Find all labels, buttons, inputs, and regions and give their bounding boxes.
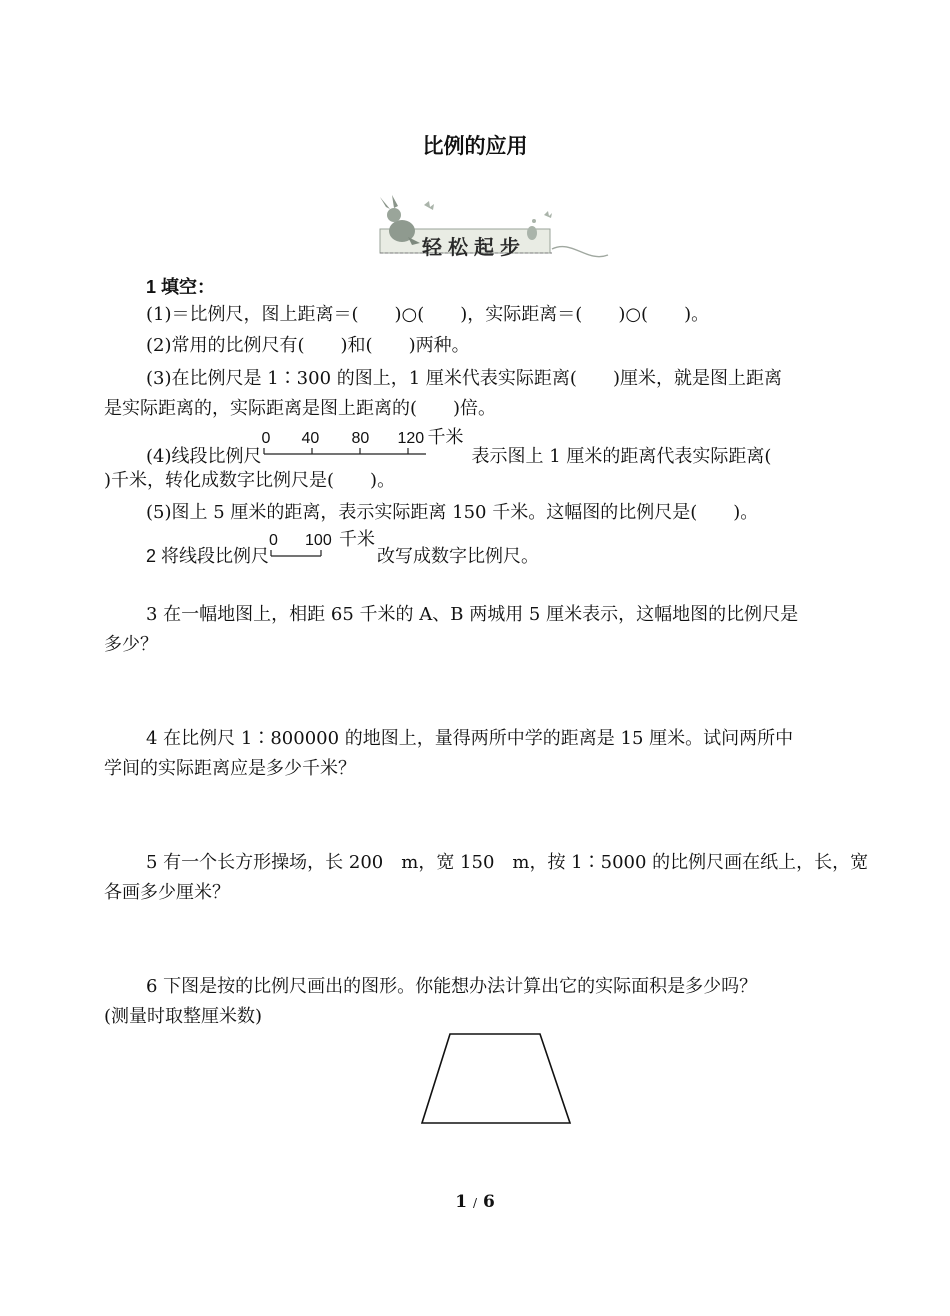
question-1-item-2: (2)常用的比例尺有( )和( )两种。 — [146, 335, 470, 356]
question-1-item-3: (3)在比例尺是 1∶300 的图上，1 厘米代表实际距离( )厘米，就是图上距离 — [146, 368, 782, 389]
page-separator: / — [472, 1196, 478, 1210]
question-2-prefix: 2 将线段比例尺 — [146, 546, 270, 566]
scale-1-tick-40: 40 — [301, 430, 320, 447]
item-4-suffix: 表示图上 1 厘米的距离代表实际距离( — [471, 446, 772, 467]
scale-2-tick-0: 0 — [269, 532, 278, 549]
question-1-item-4 — [146, 427, 772, 470]
question-5-line-2: 各画多少厘米？ — [104, 882, 230, 903]
question-5-line-1: 5 有一个长方形操场，长 200 m，宽 150 m，按 1∶5000 的比例尺画在纸上，长，宽 — [146, 852, 869, 873]
question-2-suffix: 改写成数字比例尺。 — [377, 546, 540, 567]
page-title: 比例的应用 — [422, 133, 528, 158]
question-1-item-4-cont: )千米，转化成数字比例尺是( )。 — [104, 470, 396, 491]
question-2 — [146, 529, 540, 570]
trapezoid-figure — [416, 1030, 576, 1128]
question-4-line-1: 4 在比例尺 1∶800000 的地图上，量得两所中学的距离是 15 厘米。试问两所中 — [146, 728, 794, 749]
page-total: 6 — [482, 1192, 495, 1212]
section-banner — [372, 193, 612, 265]
question-6-line-2: (测量时取整厘米数) — [104, 1006, 263, 1027]
scale-2-unit: 千米 — [339, 529, 376, 549]
scale-1-unit: 千米 — [427, 427, 464, 447]
scale-2-bar — [269, 546, 329, 558]
question-1-heading: 1 填空： — [146, 277, 216, 297]
question-4-line-2: 学间的实际距离应是多少千米？ — [104, 758, 356, 779]
question-3-line-1: 3 在一幅地图上，相距 65 千米的 A、B 两城用 5 厘米表示，这幅地图的比例尺是 — [146, 604, 799, 625]
item-4-prefix: (4)线段比例尺 — [146, 446, 262, 467]
scale-1-tick-0: 0 — [261, 430, 271, 447]
scale-2-tick-100: 100 — [305, 532, 332, 549]
page-current: 1 — [455, 1192, 468, 1212]
question-1-item-5: (5)图上 5 厘米的距离，表示实际距离 150 千米。这幅图的比例尺是( )。 — [146, 502, 759, 523]
scale-1-bar — [262, 444, 432, 456]
banner-text: 轻松起步 — [422, 235, 526, 259]
question-3-line-2: 多少？ — [104, 634, 158, 655]
scale-1-tick-120: 120 — [397, 430, 425, 447]
question-6-line-1: 6 下图是按的比例尺画出的图形。你能想办法计算出它的实际面积是多少吗？ — [146, 976, 758, 997]
page-number — [0, 1192, 950, 1212]
line-scale-2 — [269, 529, 377, 568]
question-1-item-1: (1)＝比例尺，图上距离＝( )○( )，实际距离＝( )○( )。 — [146, 304, 710, 325]
scale-1-tick-80: 80 — [351, 430, 370, 447]
question-1-item-3-cont: 是实际距离的，实际距离是图上距离的( )倍。 — [104, 398, 497, 419]
line-scale-1 — [261, 427, 472, 468]
